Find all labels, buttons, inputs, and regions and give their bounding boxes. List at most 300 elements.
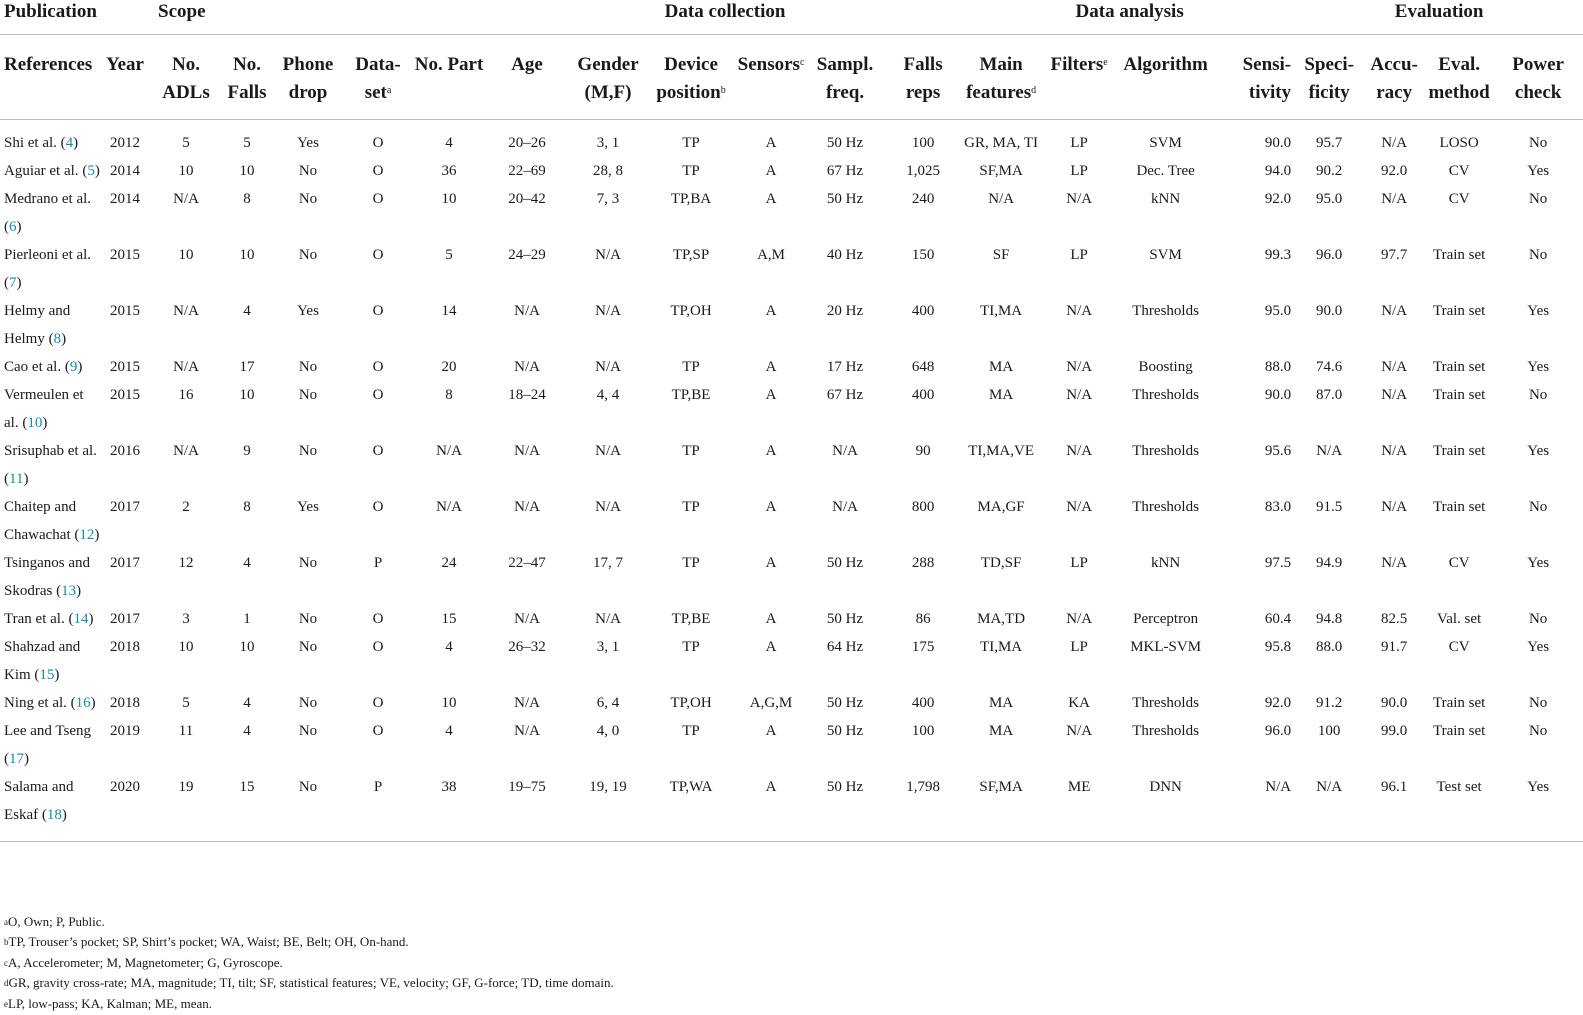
cell-year: 2017	[110, 499, 140, 515]
cell-adls: 5	[182, 695, 190, 711]
cell-age: 20–42	[508, 191, 546, 207]
col-device-line1: Device	[664, 54, 718, 75]
cell-main-features: MA,TD	[977, 611, 1026, 627]
cell-sensors: A,G,M	[749, 695, 793, 711]
cell-falls: 9	[243, 443, 251, 459]
col-phone-drop	[272, 35, 344, 120]
cell-adls: 12	[178, 555, 194, 571]
cell-phone-drop: No	[298, 387, 318, 403]
cell-year: 2017	[110, 611, 140, 627]
cell-sensitivity: 88.0	[1264, 359, 1292, 375]
cell-age: 19–75	[508, 779, 546, 795]
cell-year: 2014	[110, 191, 140, 207]
cell-dataset: P	[373, 779, 383, 795]
col-falls-line2: Falls	[227, 82, 267, 103]
cell-sensors: A	[765, 359, 777, 375]
col-references	[0, 35, 100, 120]
cell-age: N/A	[514, 303, 540, 319]
table-row	[0, 157, 1583, 185]
group-header-evaluation: Evaluation	[1394, 1, 1484, 22]
cell-sensitivity: 95.0	[1264, 303, 1292, 319]
cell-age: N/A	[514, 695, 540, 711]
cell-power-check: Yes	[1527, 443, 1550, 459]
cell-dataset: O	[372, 499, 384, 515]
reference-text: Tran et al.	[4, 611, 65, 627]
cell-reference: Pierleoni et al. (7)	[4, 247, 92, 291]
cell-accuracy: N/A	[1381, 555, 1408, 571]
cell-falls: 17	[239, 359, 255, 375]
cell-adls: 11	[178, 723, 194, 739]
cell-gender: N/A	[595, 443, 621, 459]
table-row	[0, 353, 1583, 381]
cell-algorithm: kNN	[1151, 555, 1181, 571]
col-eval-line1: Eval.	[1438, 54, 1480, 75]
citation-link[interactable]: 18	[46, 807, 62, 823]
col-sampling-freq	[808, 35, 882, 120]
cell-year: 2017	[110, 555, 140, 571]
cell-phone-drop: No	[298, 163, 318, 179]
cell-falls: 4	[243, 555, 251, 571]
reference-text: Cao et al.	[4, 359, 62, 375]
footnote-marker: d	[1031, 85, 1037, 96]
cell-reference: Aguiar et al. (5)	[4, 163, 100, 179]
cell-dataset: O	[372, 163, 384, 179]
cell-algorithm: kNN	[1151, 191, 1181, 207]
cell-sensitivity: 83.0	[1264, 499, 1292, 515]
cell-dataset: O	[372, 695, 384, 711]
cell-sensitivity: 90.0	[1264, 135, 1292, 151]
col-adls	[150, 35, 222, 120]
cell-gender: 28, 8	[593, 163, 624, 179]
cell-main-features: MA,GF	[977, 499, 1025, 515]
cell-falls-reps: 150	[911, 247, 935, 263]
col-spec-line2: ficity	[1308, 82, 1350, 103]
footnote-text: GR, gravity cross-rate; MA, magnitude; TI, tilt; SF, statistical features; VE, velocity; GF, G-force; TD, time domain.	[8, 975, 614, 991]
cell-dataset: O	[372, 611, 384, 627]
cell-specificity: 94.9	[1316, 555, 1343, 571]
cell-gender: 4, 0	[596, 723, 620, 739]
citation-link[interactable]: 11	[9, 471, 24, 487]
reference-text: Medrano et al.	[4, 191, 92, 207]
col-dataset	[344, 35, 412, 120]
cell-falls-reps: 400	[911, 695, 935, 711]
cell-eval-method: Train set	[1432, 695, 1486, 711]
group-header-data-collection: Data collection	[664, 1, 786, 22]
cell-device-position: TP	[682, 639, 700, 655]
cell-year: 2018	[110, 639, 140, 655]
cell-reference: Tran et al. (14)	[4, 611, 94, 627]
cell-sampling-freq: N/A	[832, 443, 858, 459]
cell-algorithm: DNN	[1149, 779, 1182, 795]
cell-main-features: TI,MA,VE	[968, 443, 1035, 459]
cell-reference: Medrano et al. (6)	[4, 191, 92, 235]
cell-device-position: TP,SP	[672, 247, 710, 263]
cell-filters: N/A	[1066, 499, 1093, 515]
cell-adls: 10	[178, 163, 194, 179]
cell-accuracy: 97.7	[1381, 247, 1408, 263]
cell-phone-drop: No	[298, 555, 318, 571]
cell-sensitivity: 96.0	[1264, 723, 1292, 739]
col-sensors-label: Sensors	[737, 54, 800, 75]
cell-falls: 10	[239, 639, 255, 655]
cell-accuracy: N/A	[1381, 303, 1408, 319]
cell-eval-method: Train set	[1432, 359, 1486, 375]
col-phone-drop-line1: Phone	[282, 54, 334, 75]
citation-link[interactable]: 14	[73, 611, 89, 627]
reference-text: Vermeulen et al.	[4, 387, 84, 431]
citation-link[interactable]: 17	[9, 751, 24, 767]
cell-sensitivity: 99.3	[1264, 247, 1292, 263]
col-spec-line1: Speci-	[1304, 54, 1354, 75]
cell-falls: 8	[243, 499, 251, 515]
cell-sampling-freq: N/A	[832, 499, 858, 515]
reference-text: Shi et al.	[4, 135, 57, 151]
col-filters-label: Filters	[1050, 54, 1104, 75]
cell-specificity: 74.6	[1316, 359, 1343, 375]
cell-filters: N/A	[1066, 443, 1093, 459]
cell-sensors: A,M	[757, 247, 785, 263]
cell-gender: N/A	[595, 247, 621, 263]
cell-accuracy: 82.5	[1381, 611, 1408, 627]
cell-adls: N/A	[173, 191, 199, 207]
cell-main-features: GR, MA, TI	[964, 135, 1039, 151]
citation-link[interactable]: 13	[61, 583, 77, 599]
cell-adls: 16	[178, 387, 194, 403]
cell-adls: 10	[178, 247, 194, 263]
table-row	[0, 493, 1583, 549]
cell-falls: 4	[243, 695, 251, 711]
col-freq-line2: freq.	[825, 82, 865, 103]
cell-year: 2018	[110, 695, 140, 711]
cell-main-features: MA	[989, 359, 1014, 375]
cell-sampling-freq: 50 Hz	[826, 191, 864, 207]
citation-link[interactable]: 7	[9, 275, 17, 291]
footnote-marker: d	[4, 978, 9, 989]
table-body	[0, 120, 1583, 842]
col-year	[100, 35, 150, 120]
cell-sampling-freq: 50 Hz	[826, 135, 864, 151]
table-row	[0, 297, 1583, 353]
cell-sampling-freq: 20 Hz	[826, 303, 864, 319]
table-row	[0, 241, 1583, 297]
cell-accuracy: N/A	[1381, 135, 1408, 151]
cell-power-check: Yes	[1527, 779, 1550, 795]
cell-falls-reps: 100	[911, 723, 935, 739]
col-gender-line2: (M,F)	[584, 82, 632, 103]
cell-age: N/A	[514, 723, 540, 739]
cell-accuracy: N/A	[1381, 191, 1408, 207]
cell-accuracy: N/A	[1381, 359, 1408, 375]
cell-power-check: Yes	[1527, 303, 1550, 319]
col-power-line1: Power	[1512, 54, 1564, 75]
cell-filters: N/A	[1066, 723, 1093, 739]
cell-falls: 5	[243, 135, 251, 151]
footnote-marker: a	[4, 917, 8, 927]
cell-reference: Vermeulen et al. (10)	[4, 387, 84, 431]
col-power-line2: check	[1514, 82, 1562, 103]
cell-filters: LP	[1070, 555, 1088, 571]
cell-phone-drop: No	[298, 611, 318, 627]
cell-eval-method: Train set	[1432, 443, 1486, 459]
cell-algorithm: MKL-SVM	[1130, 639, 1202, 655]
cell-phone-drop: No	[298, 723, 318, 739]
cell-algorithm: Dec. Tree	[1136, 163, 1195, 179]
reference-text: Chaitep and Chawachat	[4, 499, 77, 543]
cell-sensors: A	[765, 163, 777, 179]
reference-text: Aguiar et al.	[4, 163, 79, 179]
cell-age: N/A	[514, 611, 540, 627]
cell-sampling-freq: 67 Hz	[826, 387, 864, 403]
cell-age: 26–32	[508, 639, 546, 655]
cell-device-position: TP	[682, 723, 700, 739]
cell-main-features: MA	[989, 695, 1014, 711]
cell-phone-drop: No	[298, 247, 318, 263]
cell-participants: 8	[445, 387, 453, 403]
cell-year: 2014	[110, 163, 140, 179]
cell-participants: 14	[441, 303, 457, 319]
col-falls	[222, 35, 272, 120]
cell-phone-drop: Yes	[297, 135, 319, 151]
cell-year: 2020	[110, 779, 140, 795]
cell-power-check: No	[1528, 611, 1548, 627]
cell-gender: N/A	[595, 303, 621, 319]
col-specificity	[1295, 35, 1363, 120]
cell-device-position: TP	[682, 163, 700, 179]
table-row	[0, 185, 1583, 241]
column-header-row	[0, 35, 1583, 120]
cell-falls-reps: 1,798	[906, 779, 940, 795]
footnote-marker: e	[1103, 57, 1108, 68]
cell-eval-method: Train set	[1432, 723, 1486, 739]
cell-year: 2015	[110, 247, 140, 263]
cell-accuracy: 90.0	[1381, 695, 1408, 711]
cell-falls: 4	[243, 303, 251, 319]
cell-power-check: Yes	[1527, 555, 1550, 571]
cell-specificity: 90.2	[1316, 163, 1343, 179]
cell-gender: 4, 4	[596, 387, 620, 403]
cell-algorithm: Thresholds	[1132, 695, 1199, 711]
cell-main-features: SF	[992, 247, 1010, 263]
cell-device-position: TP,OH	[670, 303, 712, 319]
cell-adls: 2	[182, 499, 190, 515]
cell-device-position: TP,BE	[671, 387, 711, 403]
col-no-part-label: No. Part	[414, 54, 484, 75]
cell-filters: N/A	[1066, 359, 1093, 375]
cell-falls-reps: 400	[911, 303, 935, 319]
cell-reference: Chaitep and Chawachat (12)	[4, 499, 100, 543]
cell-reference: Shi et al. (4)	[4, 135, 79, 151]
table-row	[0, 689, 1583, 717]
cell-falls-reps: 90	[915, 443, 931, 459]
cell-falls-reps: 1,025	[906, 163, 940, 179]
col-falls-line1: No.	[233, 54, 261, 75]
cell-specificity: 88.0	[1316, 639, 1343, 655]
cell-participants: 4	[445, 135, 453, 151]
cell-gender: 3, 1	[596, 135, 620, 151]
cell-algorithm: Thresholds	[1132, 303, 1199, 319]
col-eval-line2: method	[1428, 82, 1490, 103]
cell-main-features: MA	[989, 387, 1014, 403]
cell-sensitivity: 60.4	[1264, 611, 1292, 627]
col-reps-line2: reps	[905, 82, 941, 103]
cell-specificity: 87.0	[1316, 387, 1343, 403]
cell-sensors: A	[765, 499, 777, 515]
citation-link[interactable]: 8	[53, 331, 62, 347]
cell-algorithm: Thresholds	[1132, 443, 1199, 459]
footnote-text: A, Accelerometer; M, Magnetometer; G, Gyroscope.	[8, 954, 283, 970]
citation-link[interactable]: 5	[87, 163, 95, 179]
footnote-marker: e	[4, 998, 8, 1009]
cell-falls-reps: 175	[911, 639, 935, 655]
cell-main-features: TD,SF	[980, 555, 1022, 571]
cell-power-check: Yes	[1527, 639, 1550, 655]
cell-gender: 17, 7	[593, 555, 624, 571]
cell-falls: 1	[243, 611, 251, 627]
footnote-text: TP, Trouser’s pocket; SP, Shirt’s pocket; WA, Waist; BE, Belt; OH, On-hand.	[8, 934, 409, 950]
cell-sensitivity: 95.6	[1264, 443, 1292, 459]
cell-sensors: A	[765, 387, 777, 403]
reference-text: Shahzad and Kim	[4, 639, 81, 683]
citation-link[interactable]: 16	[75, 695, 91, 711]
cell-device-position: TP	[682, 135, 700, 151]
col-power-check	[1493, 35, 1583, 120]
citation-link[interactable]: 10	[27, 415, 43, 431]
cell-phone-drop: No	[298, 639, 318, 655]
cell-falls: 10	[239, 387, 255, 403]
group-header-row	[0, 0, 1583, 35]
citation-link[interactable]: 12	[79, 527, 95, 543]
cell-sensors: A	[765, 779, 777, 795]
cell-falls: 10	[239, 163, 255, 179]
footnote	[4, 912, 614, 932]
table-row	[0, 773, 1583, 829]
cell-dataset: O	[372, 723, 384, 739]
cell-sampling-freq: 17 Hz	[826, 359, 864, 375]
table-row	[0, 120, 1583, 158]
cell-power-check: No	[1528, 191, 1548, 207]
table-row	[0, 717, 1583, 773]
cell-gender: N/A	[595, 359, 621, 375]
cell-accuracy: 96.1	[1381, 779, 1408, 795]
cell-falls-reps: 648	[911, 359, 935, 375]
cell-specificity: N/A	[1316, 779, 1343, 795]
cell-device-position: TP	[682, 359, 700, 375]
cell-participants: 4	[445, 723, 453, 739]
cell-adls: 19	[178, 779, 194, 795]
table-row	[0, 633, 1583, 689]
cell-main-features: TI,MA	[980, 303, 1023, 319]
table-row	[0, 437, 1583, 493]
cell-algorithm: SVM	[1149, 135, 1182, 151]
cell-sampling-freq: 50 Hz	[826, 555, 864, 571]
cell-eval-method: Train set	[1432, 303, 1486, 319]
table-row	[0, 549, 1583, 605]
cell-device-position: TP	[682, 499, 700, 515]
cell-adls: 3	[182, 611, 190, 627]
group-header-scope: Scope	[158, 1, 206, 22]
cell-year: 2016	[110, 443, 140, 459]
citation-link[interactable]: 15	[39, 667, 55, 683]
cell-phone-drop: No	[298, 359, 318, 375]
cell-dataset: O	[372, 247, 384, 263]
cell-phone-drop: No	[298, 443, 318, 459]
cell-adls: N/A	[173, 359, 199, 375]
col-main-features	[964, 35, 1038, 120]
cell-eval-method: LOSO	[1439, 135, 1479, 151]
cell-gender: 19, 19	[589, 779, 627, 795]
cell-adls: 10	[178, 639, 194, 655]
cell-participants: 36	[441, 163, 457, 179]
cell-sensitivity: 90.0	[1264, 387, 1292, 403]
col-references-label: References	[4, 54, 93, 75]
cell-sampling-freq: 40 Hz	[826, 247, 864, 263]
citation-link[interactable]: 6	[9, 219, 17, 235]
group-header-publication: Publication	[4, 1, 97, 22]
cell-participants: N/A	[436, 499, 462, 515]
cell-participants: 24	[441, 555, 457, 571]
col-falls-reps	[882, 35, 964, 120]
cell-gender: N/A	[595, 611, 621, 627]
cell-eval-method: CV	[1448, 163, 1470, 179]
cell-sampling-freq: 50 Hz	[826, 723, 864, 739]
cell-specificity: 95.7	[1316, 135, 1343, 151]
cell-algorithm: Boosting	[1138, 359, 1193, 375]
footnote	[4, 953, 614, 973]
cell-participants: 5	[445, 247, 453, 263]
col-sens-line2: tivity	[1248, 82, 1292, 103]
citation-link[interactable]: 9	[69, 359, 78, 375]
cell-sensors: A	[765, 723, 777, 739]
cell-falls-reps: 240	[911, 191, 935, 207]
cell-dataset: O	[372, 387, 384, 403]
table-footnotes	[4, 912, 614, 1014]
cell-sensors: A	[765, 555, 777, 571]
cell-year: 2015	[110, 387, 140, 403]
cell-sensitivity: 94.0	[1264, 163, 1292, 179]
col-dataset-line2: set	[364, 82, 387, 103]
cell-year: 2019	[110, 723, 140, 739]
cell-algorithm: Thresholds	[1132, 387, 1199, 403]
cell-eval-method: Train set	[1432, 387, 1486, 403]
col-acc-line1: Accu-	[1370, 54, 1418, 75]
cell-participants: 38	[441, 779, 457, 795]
cell-phone-drop: No	[298, 191, 318, 207]
footnote-marker: b	[4, 937, 9, 948]
group-header-data-analysis: Data analysis	[1075, 1, 1184, 22]
citation-link[interactable]: 4	[65, 135, 74, 151]
col-accuracy	[1363, 35, 1425, 120]
cell-dataset: O	[372, 443, 384, 459]
cell-filters: N/A	[1066, 611, 1093, 627]
cell-main-features: MA	[989, 723, 1014, 739]
cell-sampling-freq: 50 Hz	[826, 695, 864, 711]
cell-sensors: A	[765, 611, 777, 627]
cell-device-position: TP,BE	[671, 611, 711, 627]
cell-reference: Ning et al. (16)	[4, 695, 96, 711]
col-dataset-line1: Data-	[355, 54, 401, 75]
col-algorithm-label: Algorithm	[1123, 54, 1208, 75]
cell-filters: N/A	[1066, 303, 1093, 319]
cell-adls: N/A	[173, 443, 199, 459]
cell-age: N/A	[514, 359, 540, 375]
cell-sensitivity: 92.0	[1264, 191, 1292, 207]
cell-dataset: O	[372, 135, 384, 151]
col-features-line1: Main	[979, 54, 1023, 75]
cell-gender: 6, 4	[596, 695, 620, 711]
col-acc-line2: racy	[1376, 82, 1413, 103]
cell-phone-drop: Yes	[297, 499, 319, 515]
cell-phone-drop: No	[298, 695, 318, 711]
